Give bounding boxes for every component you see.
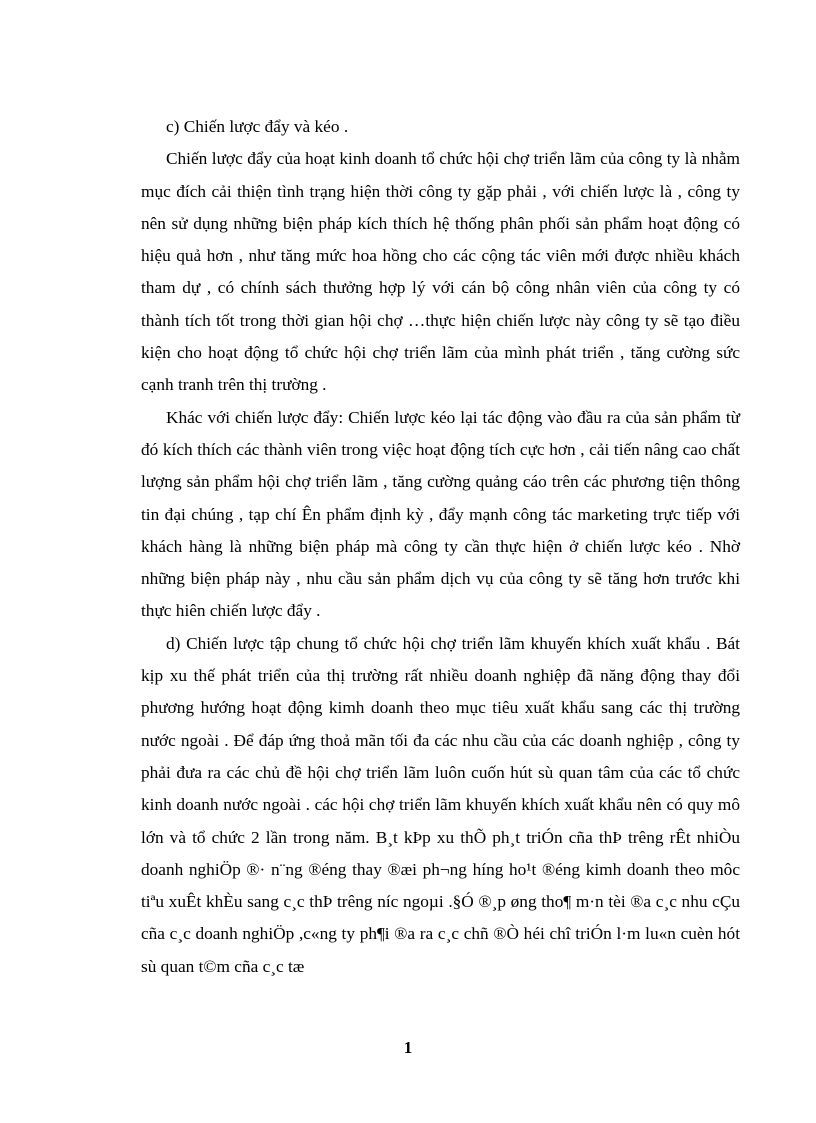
- heading-strategy-c: c) Chiến lược đẩy và kéo .: [166, 117, 349, 136]
- page-number: 1: [403, 1038, 413, 1057]
- paragraph-pull-strategy: Khác với chiến lược đẩy: Chiến lược kéo lại tác động vào đầu ra của sản phẩm từ đó kích thích các thành viên trong việc hoạt động tích cực hơn , cải tiến nâng cao chất lượng sản phẩm hội chợ triển lãm , tăng cường quảng cáo trên các phương tiện thông tin đại chúng , tạp chí Ên phẩm định kỳ , đẩy mạnh công tác marketing trực tiếp với khách hàng là những biện pháp mà công ty cần thực hiện ở chiến lược kéo . Nhờ những biện pháp này , nhu cầu sản phẩm dịch vụ của công ty sẽ tăng hơn trước khi thực hiên chiến lược đẩy .: [141, 407, 740, 621]
- document-body: [141, 111, 740, 983]
- paragraph-strategy-d: d) Chiến lược tập chung tổ chức hội chợ triển lãm khuyến khích xuất khẩu . Bát kịp xu thế phát triển của thị trường rất nhiều doanh nghiệp đã năng động thay đổi phương hướng hoạt động kimh doanh theo mục tiêu xuất khẩu sang các thị trường nước ngoài . Để đáp ứng thoả mãn tối đa các nhu cầu của các doanh nghiệp , công ty phải đưa ra các chủ đề hội chợ triển lãm luôn cuốn hút sù quan tâm của các tổ chức kinh doanh nước ngoài . các hội chợ triển lãm khuyến khích xuất khẩu nên có quy mô lớn và tổ chức 2 lần trong năm. B¸t kÞp xu thÕ ph¸t triÓn cña thÞ trêng rÊt nhiÒu doanh nghiÖp ®· n¨ng ®éng thay ®æi ph¬ng híng ho¹t ®éng kimh doanh theo môc tiªu xuÊt khÈu sang c¸c thÞ trêng níc ngoµi .§Ó ®¸p øng tho¶ m·n tèi ®a c¸c nhu cÇu cña c¸c doanh nghiÖp ,c«ng ty ph¶i ®a ra c¸c chñ ®Ò héi chî triÓn l·m lu«n cuèn hót sù quan t©m cña c¸c tæ: [141, 633, 740, 976]
- paragraph-push-strategy: Chiến lược đẩy của hoạt kinh doanh tổ chức hội chợ triển lãm của công ty là nhằm mục đích cải thiện tình trạng hiện thời công ty gặp phải , với chiến lược là , công ty nên sử dụng những biện pháp kích thích hệ thống phân phối sản phẩm hoạt động có hiệu quả hơn , như tăng mức hoa hồng cho các cộng tác viên mới được nhiều khách tham dự , có chính sách thưởng hợp lý với cán bộ công nhân viên của công ty có thành tích tốt trong thời gian hội chợ …thực hiện chiến lược này công ty sẽ tạo điều kiện cho hoạt động tổ chức hội chợ triển lãm của mình phát triển , tăng cường sức cạnh tranh trên thị trường .: [141, 149, 740, 395]
